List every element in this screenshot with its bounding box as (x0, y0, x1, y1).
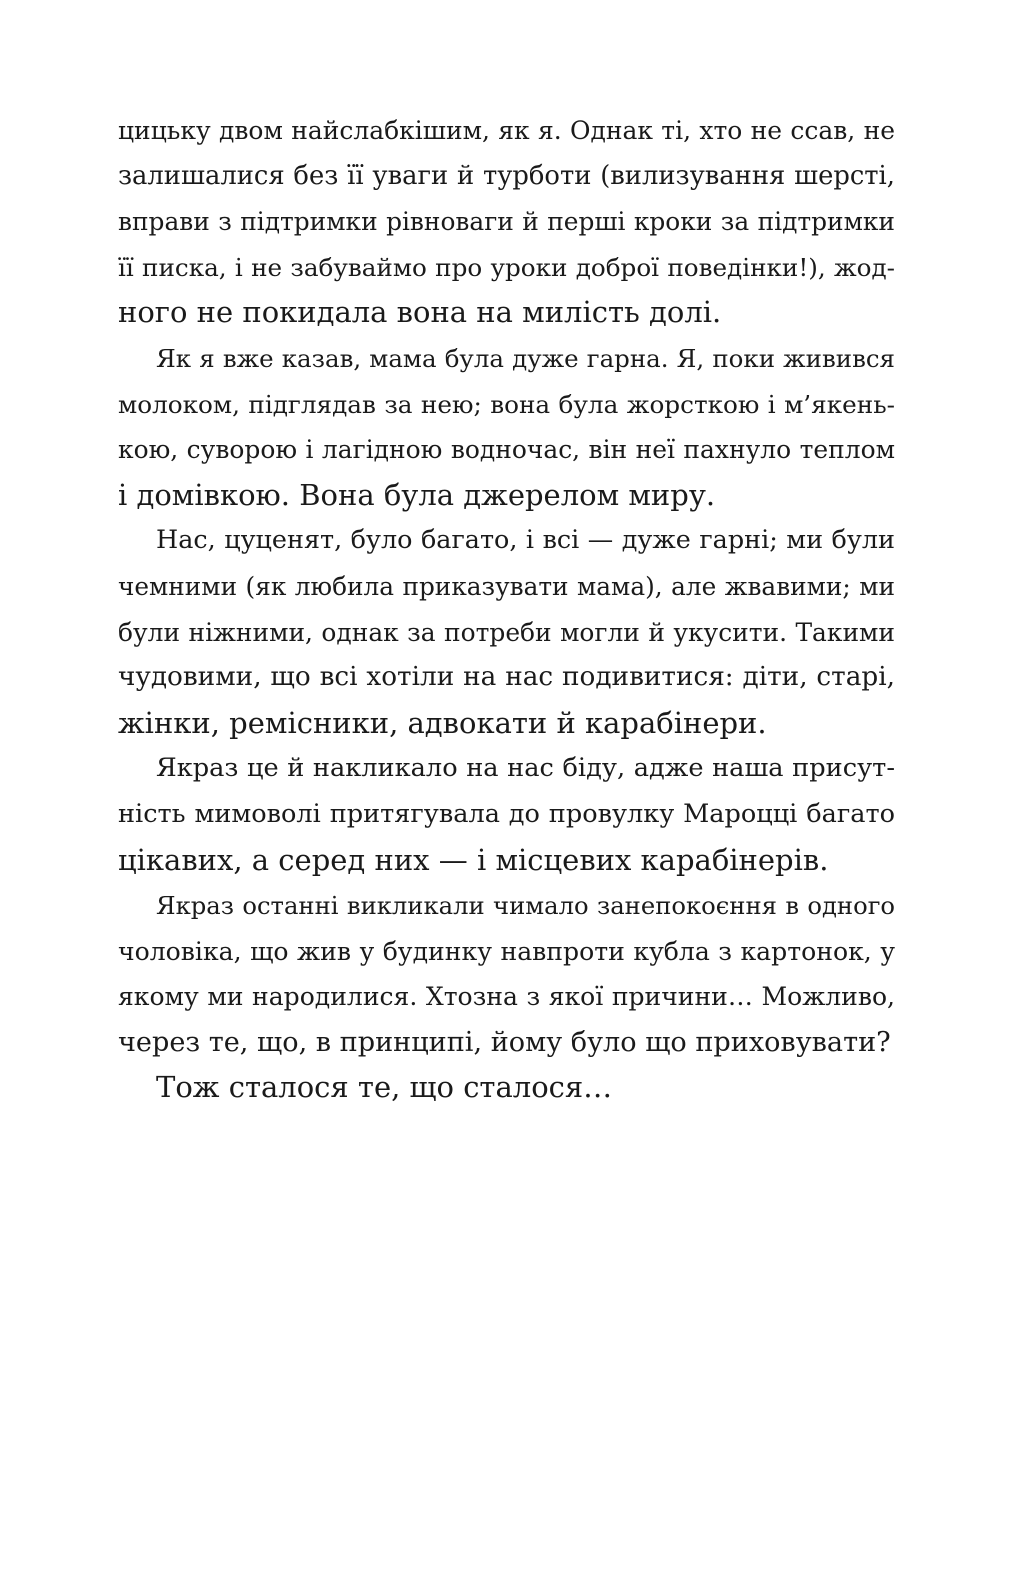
text-line: Якраз останні викликали чимало занепокоєння в одного (156, 891, 895, 921)
text-line: і домівкою. Вона була джерелом миру. (118, 477, 716, 512)
paragraph-2 (118, 336, 895, 518)
text-line: цікавих, а серед них — і місцевих карабінерів. (118, 842, 829, 877)
text-line: через те, що, в принципі, йому було що приховувати? (118, 1026, 891, 1058)
text-line: жінки, ремісники, адвокати й карабінери. (118, 705, 767, 740)
text-line: ність мимоволі притягувала до провулку Мароцці багато (118, 798, 895, 829)
text-line: залишалися без її уваги й турботи (вилизування шерсті, (118, 160, 895, 191)
text-line: були ніжними, однак за потреби могли й укусити. Такими (118, 617, 895, 647)
page-text (118, 108, 895, 1111)
paragraph-3 (118, 518, 895, 746)
text-line: Як я вже казав, мама була дуже гарна. Я, поки живився (156, 343, 895, 373)
text-line: Нас, цуценят, було багато, і всі — дуже гарні; ми були (156, 525, 895, 556)
text-line: чудовими, що всі хотіли на нас подивитися: діти, старі, (118, 662, 895, 693)
text-line: цицьку двом найслабкішим, як я. Однак ті, хто не ссав, не (118, 116, 895, 145)
text-line: Якраз це й накликало на нас біду, адже наша присут- (156, 753, 895, 784)
paragraph-5 (118, 883, 895, 1065)
text-line: якому ми народилися. Хтозна з якої причини… Можливо, (118, 982, 895, 1012)
text-line: вправи з підтримки рівноваги й перші кроки за підтримки (118, 207, 895, 237)
text-line: її писка, і не забуваймо про уроки доброї поведінки!), жод- (118, 252, 895, 282)
text-line: молоком, підглядав за нею; вона була жорсткою і м’якень- (118, 389, 895, 419)
paragraph-4 (118, 746, 895, 883)
text-line: чоловіка, що жив у будинку навпроти кубла з картонок, у (118, 936, 895, 966)
paragraph-6 (118, 1065, 895, 1111)
text-line: кою, суворою і лагідною водночас, він неї пахнуло теплом (118, 435, 895, 465)
text-line: чемними (як любила приказувати мама), але жвавими; ми (118, 571, 895, 601)
text-line: ного не покидала вона на милість долі. (118, 295, 722, 330)
paragraph-1 (118, 108, 895, 336)
text-line: Тож сталося те, що сталося… (156, 1070, 613, 1105)
